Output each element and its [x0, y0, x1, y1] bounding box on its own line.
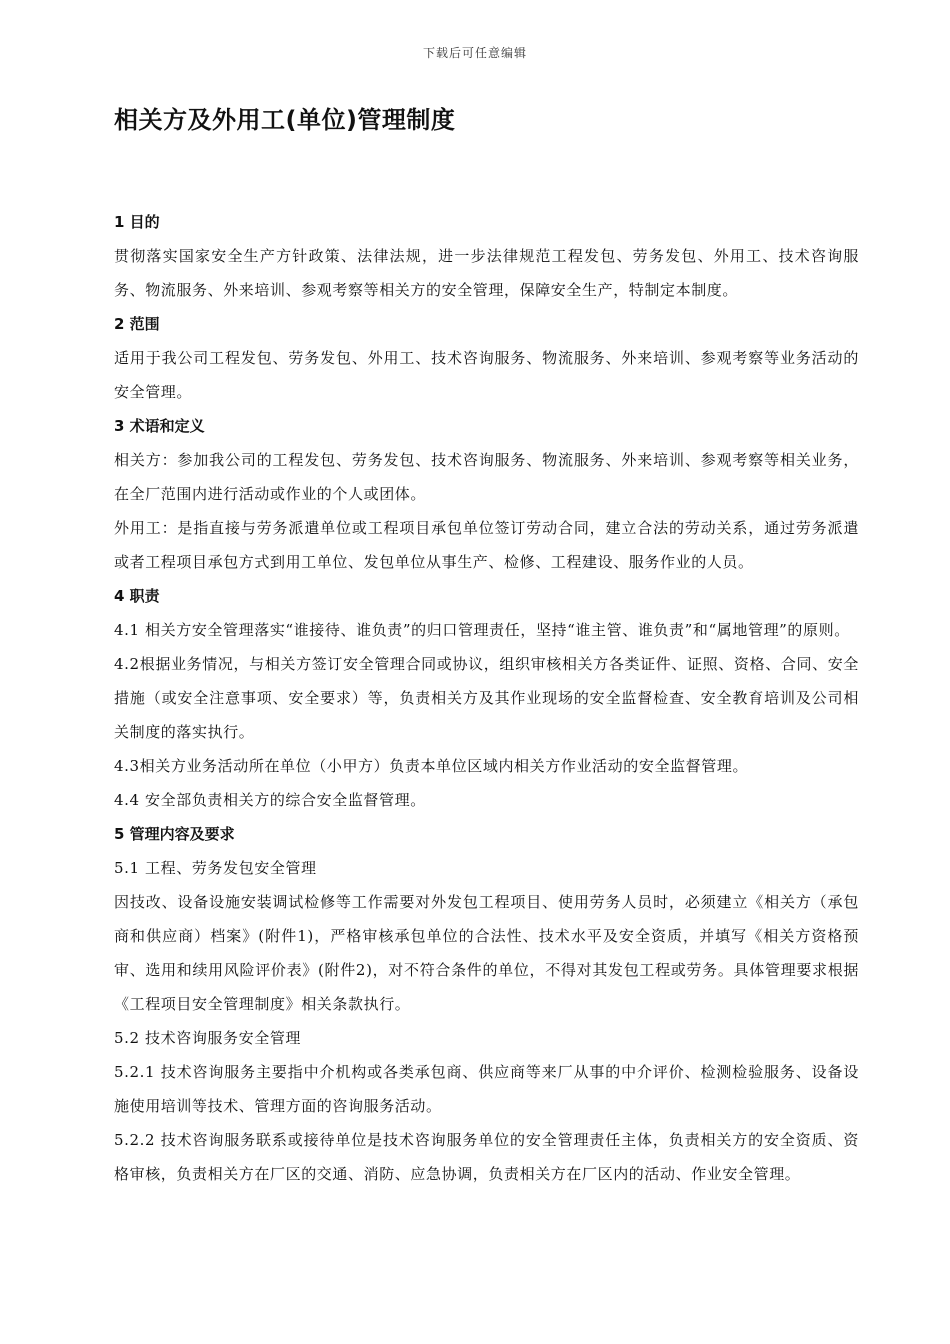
paragraph: 5.1 工程、劳务发包安全管理	[114, 859, 317, 877]
paragraph: 相关方：参加我公司的工程发包、劳务发包、技术咨询服务、物流服务、外来培训、参观考察等相关业务，在全厂范围内进行活动或作业的个人或团体。	[114, 451, 859, 503]
paragraph: 4.3相关方业务活动所在单位（小甲方）负责本单位区域内相关方作业活动的安全监督管理。	[114, 757, 749, 775]
section-heading: 3 术语和定义	[114, 417, 205, 435]
paragraph: 4.4 安全部负责相关方的综合安全监督管理。	[114, 791, 426, 809]
paragraph: 5.2.2 技术咨询服务联系或接待单位是技术咨询服务单位的安全管理责任主体，负责相关方的安全资质、资格审核，负责相关方在厂区的交通、消防、应急协调，负责相关方在厂区内的活动、作业安全管理。	[114, 1131, 859, 1183]
section-heading: 1 目的	[114, 213, 160, 231]
section-heading: 2 范围	[114, 315, 160, 333]
paragraph: 贯彻落实国家安全生产方针政策、法律法规，进一步法律规范工程发包、劳务发包、外用工、技术咨询服务、物流服务、外来培训、参观考察等相关方的安全管理，保障安全生产，特制定本制度。	[114, 247, 859, 299]
paragraph: 4.1 相关方安全管理落实“谁接待、谁负责”的归口管理责任，坚持“谁主管、谁负责”和“属地管理”的原则。	[114, 621, 850, 639]
document-body	[114, 205, 859, 1191]
paragraph: 5.2 技术咨询服务安全管理	[114, 1029, 302, 1047]
paragraph: 5.2.1 技术咨询服务主要指中介机构或各类承包商、供应商等来厂从事的中介评价、检测检验服务、设备设施使用培训等技术、管理方面的咨询服务活动。	[114, 1063, 859, 1115]
header-note: 下载后可任意编辑	[422, 46, 527, 60]
section-heading: 5 管理内容及要求	[114, 825, 235, 843]
paragraph: 外用工：是指直接与劳务派遣单位或工程项目承包单位签订劳动合同，建立合法的劳动关系，通过劳务派遣或者工程项目承包方式到用工单位、发包单位从事生产、检修、工程建设、服务作业的人员。	[114, 519, 859, 571]
paragraph: 4.2根据业务情况，与相关方签订安全管理合同或协议，组织审核相关方各类证件、证照、资格、合同、安全措施（或安全注意事项、安全要求）等，负责相关方及其作业现场的安全监督检查、安全教育培训及公司相关制度的落实执行。	[114, 655, 859, 741]
document-title: 相关方及外用工(单位)管理制度	[114, 106, 456, 134]
section-heading: 4 职责	[114, 587, 160, 605]
paragraph: 因技改、设备设施安装调试检修等工作需要对外发包工程项目、使用劳务人员时，必须建立《相关方（承包商和供应商）档案》(附件1)，严格审核承包单位的合法性、技术水平及安全资质，并填写《相关方资格预审、选用和续用风险评价表》(附件2)，对不符合条件的单位，不得对其发包工程或劳务。具体管理要求根据《工程项目安全管理制度》相关条款执行。	[114, 893, 859, 1013]
paragraph: 适用于我公司工程发包、劳务发包、外用工、技术咨询服务、物流服务、外来培训、参观考察等业务活动的安全管理。	[114, 349, 859, 401]
